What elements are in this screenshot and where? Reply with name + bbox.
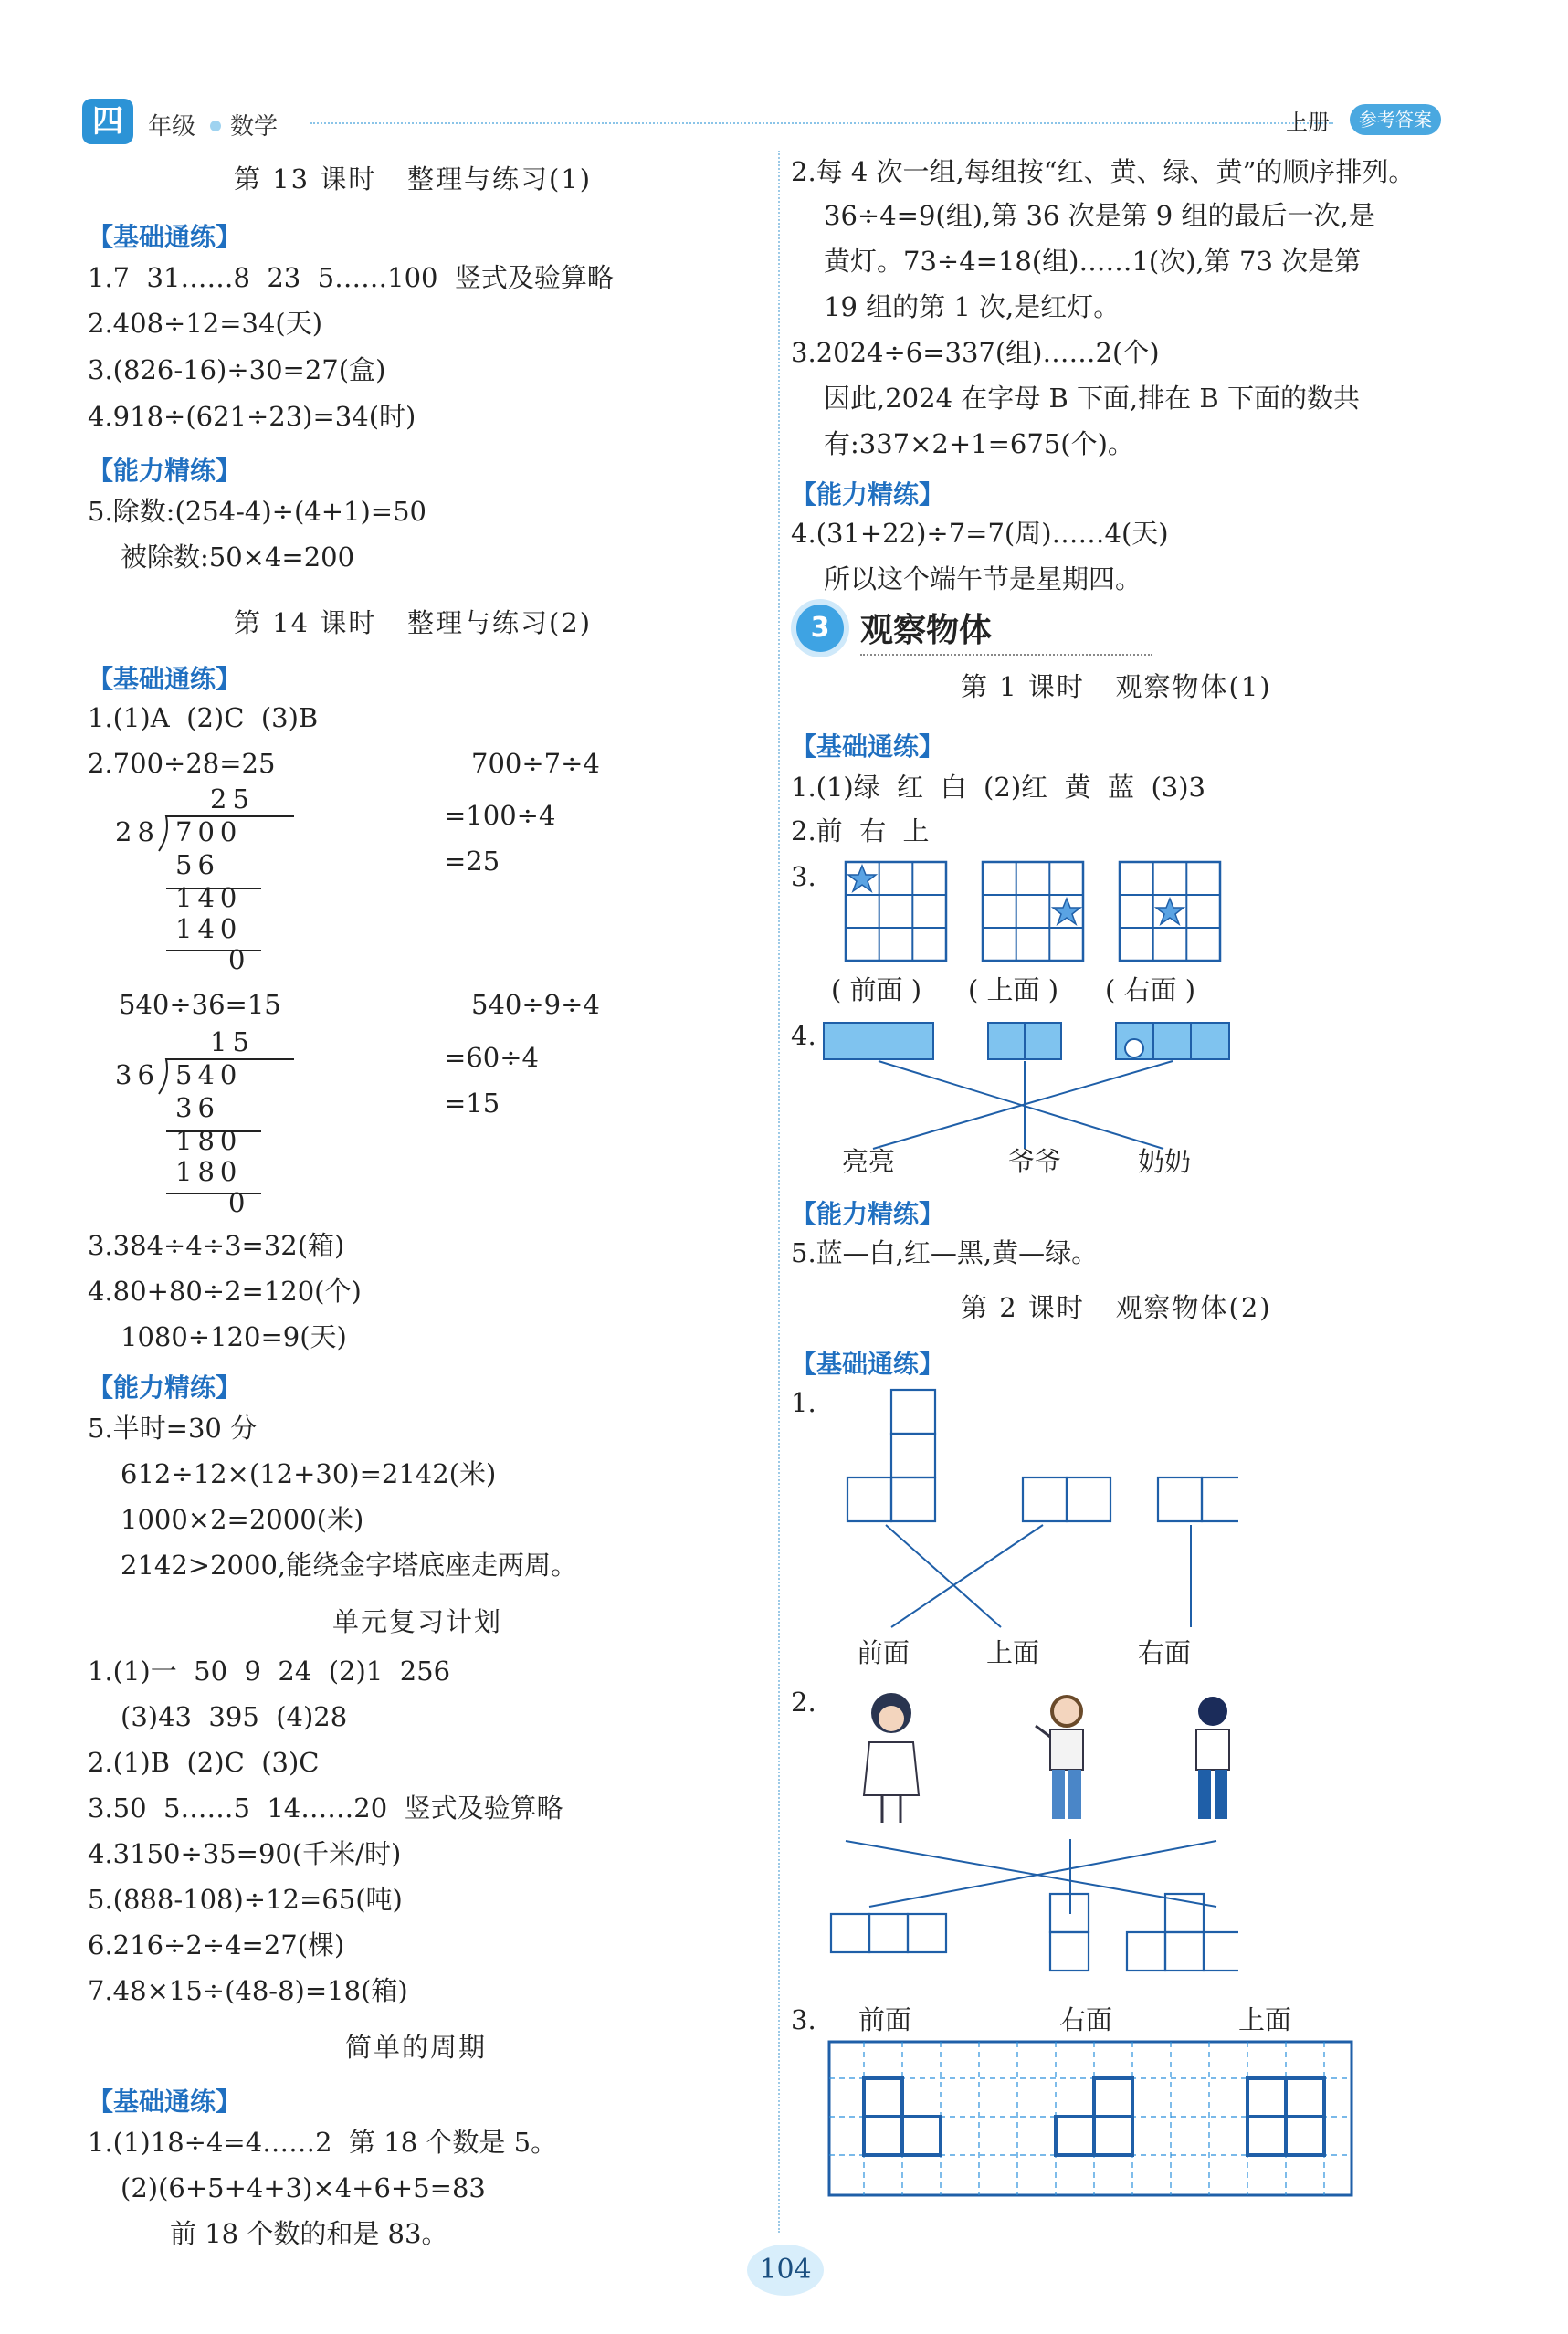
- ld-divisor: 36: [115, 1059, 160, 1090]
- section-basic: 【基础通练】: [791, 1349, 945, 1379]
- answer-line: 5.(888-108)÷12=65(吨): [88, 1884, 403, 1915]
- grade-badge: 四: [82, 99, 133, 144]
- answer-line: 前 18 个数的和是 83。: [170, 2218, 448, 2249]
- answer-line: 1.(1)A (2)C (3)B: [88, 702, 319, 733]
- answer-line: 36÷4=9(组),第 36 次是第 9 组的最后一次,是: [824, 200, 1375, 231]
- grid-front: [846, 862, 946, 961]
- view-label: 右面: [1138, 1637, 1192, 1668]
- children-matching-figure: [818, 1686, 1238, 1996]
- star-icon: [848, 866, 876, 891]
- unit-underline: [860, 654, 1152, 656]
- answer-line: 黄灯。73÷4=18(组)……1(次),第 73 次是第: [824, 246, 1362, 277]
- view-shape: [1127, 1894, 1238, 1971]
- section-ability: 【能力精练】: [791, 479, 945, 510]
- ld-dividend: 700: [175, 816, 243, 847]
- view-label: 上面: [1238, 2004, 1292, 2035]
- header-rule: [310, 122, 1333, 124]
- view-shape: [824, 1023, 933, 1059]
- ld-divisor: 28: [115, 816, 160, 847]
- answer-line: 因此,2024 在字母 B 下面,排在 B 下面的数共: [824, 383, 1360, 414]
- answer-line: 1.(1)18÷4=4……2 第 18 个数是 5。: [88, 2127, 558, 2158]
- view-shape: [988, 1023, 1061, 1059]
- question-number: 1.: [791, 1387, 816, 1418]
- section-ability: 【能力精练】: [88, 1372, 242, 1403]
- long-division: [115, 1026, 334, 1246]
- section-ability: 【能力精练】: [791, 1199, 945, 1229]
- lesson-title: 单元复习计划: [332, 1606, 503, 1637]
- lesson-title: 第 2 课时 观察物体(2): [961, 1292, 1272, 1323]
- answer-line: 2.(1)B (2)C (3)C: [88, 1747, 320, 1778]
- answer-line: 612÷12×(12+30)=2142(米): [121, 1458, 497, 1489]
- answer-line: 540÷36=15: [119, 989, 281, 1020]
- answer-line: 540÷9÷4: [471, 989, 600, 1020]
- answer-line: =100÷4: [444, 800, 556, 831]
- view-label: 右面: [1059, 2004, 1113, 2035]
- view-label: 前面: [857, 1637, 910, 1668]
- section-ability: 【能力精练】: [88, 456, 242, 486]
- answer-line: 7.48×15÷(48-8)=18(箱): [88, 1975, 408, 2006]
- answer-line: 5.蓝—白,红—黑,黄—绿。: [791, 1237, 1099, 1268]
- view-label: ( 上面 ): [968, 974, 1059, 1005]
- ld-dividend: 540: [175, 1059, 243, 1090]
- subject-label: 数学: [230, 113, 279, 141]
- answer-line: 被除数:50×4=200: [121, 541, 355, 573]
- answer-line: 1000×2=2000(米): [121, 1504, 364, 1535]
- lesson-title: 第 14 课时 整理与练习(2): [234, 607, 593, 638]
- answer-line: 2.前 右 上: [791, 815, 930, 846]
- answer-line: 19 组的第 1 次,是红灯。: [824, 291, 1121, 322]
- star-icon: [1156, 899, 1184, 924]
- boy-icon: [1196, 1697, 1229, 1819]
- question-number: 3.: [791, 861, 816, 892]
- answer-line: 2.408÷12=34(天): [88, 308, 323, 339]
- answer-line: 5.半时=30 分: [88, 1413, 258, 1444]
- answer-line: 1.(1)一 50 9 24 (2)1 256: [88, 1656, 451, 1687]
- view-label: ( 右面 ): [1105, 974, 1196, 1005]
- person-label: 爷爷: [1008, 1146, 1062, 1177]
- answer-line: 5.除数:(254-4)÷(4+1)=50: [88, 496, 426, 527]
- answer-line: 2142>2000,能绕金字塔底座走两周。: [121, 1550, 578, 1581]
- question-number: 4.: [791, 1020, 816, 1051]
- top-view-shape: [1023, 1477, 1110, 1521]
- grade-label: 年级: [148, 113, 196, 141]
- section-basic: 【基础通练】: [791, 731, 945, 762]
- answer-line: 1080÷120=9(天): [121, 1321, 347, 1352]
- answer-line: =60÷4: [444, 1042, 539, 1073]
- answer-line: (2)(6+5+4+3)×4+6+5=83: [121, 2172, 486, 2203]
- answer-line: 所以这个端午节是星期四。: [824, 563, 1142, 594]
- person-label: 奶奶: [1138, 1146, 1192, 1177]
- section-basic: 【基础通练】: [88, 664, 242, 694]
- answer-line: 4.3150÷35=90(千米/时): [88, 1838, 402, 1869]
- star-icon: [1053, 899, 1080, 924]
- answer-tag: 参考答案: [1350, 104, 1441, 135]
- question-number: 3.: [791, 2004, 816, 2035]
- front-view-shape: [847, 1390, 935, 1521]
- view-shape: [1116, 1023, 1229, 1059]
- answer-line: 4.918÷(621÷23)=34(时): [88, 401, 416, 432]
- answer-line: 2.每 4 次一组,每组按“红、黄、绿、黄”的顺序排列。: [791, 156, 1415, 187]
- section-basic: 【基础通练】: [88, 222, 242, 252]
- grid-paper-figure: [827, 2040, 1357, 2201]
- answer-line: 6.216÷2÷4=27(棵): [88, 1929, 345, 1961]
- view-label: 前面: [858, 2004, 912, 2035]
- answer-line: (3)43 395 (4)28: [121, 1701, 348, 1732]
- girl-icon: [864, 1693, 919, 1823]
- long-division: [115, 783, 334, 1003]
- cube-views-figure: [818, 1388, 1238, 1644]
- ld-row: 180: [175, 1125, 243, 1156]
- column-divider: [778, 151, 780, 2233]
- answer-line: 3.(826-16)÷30=27(盒): [88, 354, 386, 385]
- lesson-title: 简单的周期: [345, 2032, 488, 2063]
- volume-label: 上册: [1286, 110, 1330, 135]
- question-number: 2.: [791, 1687, 816, 1718]
- answer-line: 700÷7÷4: [471, 748, 600, 779]
- lesson-title: 第 13 课时 整理与练习(1): [234, 163, 593, 194]
- dot-icon: [210, 121, 221, 131]
- answer-line: =15: [444, 1088, 500, 1119]
- answer-line: =25: [444, 846, 500, 877]
- section-basic: 【基础通练】: [88, 2087, 242, 2117]
- answer-line: 4.(31+22)÷7=7(周)……4(天): [791, 518, 1169, 549]
- answer-line: 4.80+80÷2=120(个): [88, 1276, 362, 1307]
- ld-row: 0: [228, 944, 251, 975]
- answer-line: 3.384÷4÷3=32(箱): [88, 1230, 345, 1261]
- view-label: 上面: [986, 1637, 1040, 1668]
- answer-line: 3.50 5……5 14……20 竖式及验算略: [88, 1793, 563, 1824]
- answer-line: 2.700÷28=25: [88, 748, 276, 779]
- ld-row: 140: [175, 913, 243, 944]
- unit-number-badge: 3: [796, 605, 844, 652]
- ld-row: 36: [175, 1092, 220, 1123]
- view-label: ( 前面 ): [831, 974, 922, 1005]
- ld-row: 0: [228, 1187, 251, 1218]
- view-shape: [831, 1914, 946, 1952]
- boy-icon: [1036, 1697, 1083, 1819]
- ld-row: 180: [175, 1156, 243, 1187]
- answer-line: 1.7 31……8 23 5……100 竖式及验算略: [88, 262, 614, 293]
- answer-line: 3.2024÷6=337(组)……2(个): [791, 337, 1160, 368]
- person-label: 亮亮: [842, 1146, 896, 1177]
- unit-title: 观察物体: [860, 612, 993, 649]
- ld-quotient: 15: [210, 1026, 255, 1057]
- ld-row: 140: [175, 882, 243, 913]
- lesson-title: 第 1 课时 观察物体(1): [961, 671, 1272, 702]
- page-number: 104: [747, 2245, 824, 2296]
- page-header: [82, 97, 1461, 152]
- answer-line: 1.(1)绿 红 白 (2)红 黄 蓝 (3)3: [791, 772, 1205, 803]
- right-view-shape: [1158, 1477, 1238, 1521]
- answer-line: 有:337×2+1=675(个)。: [824, 428, 1134, 459]
- ld-quotient: 25: [210, 783, 255, 815]
- ball-icon: [1125, 1039, 1143, 1057]
- ld-row: 56: [175, 849, 220, 880]
- grid-top: [983, 862, 1083, 961]
- grid-right: [1120, 862, 1220, 961]
